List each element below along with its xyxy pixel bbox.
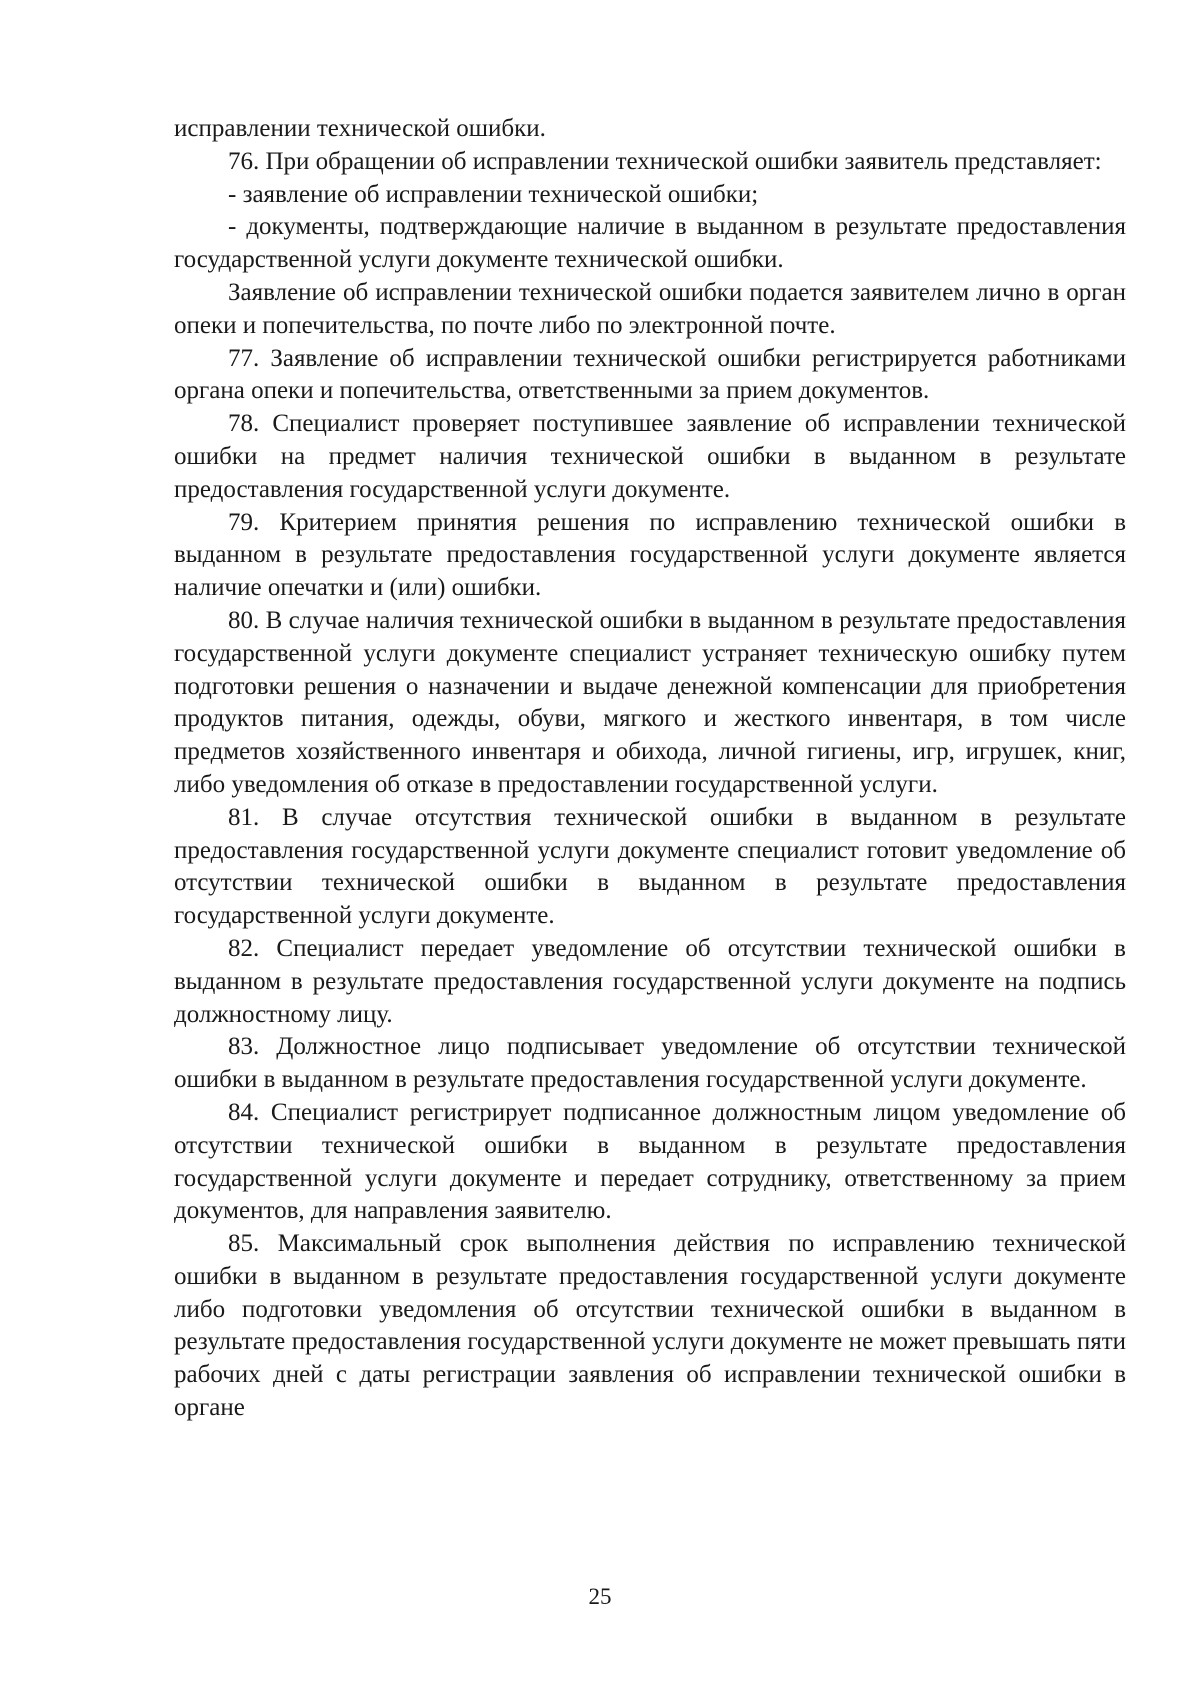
paragraph: - заявление об исправлении технической ошибки; — [228, 180, 759, 208]
paragraph: 80. В случае наличия технической ошибки в выданном в результате предоставления государственной услуги документе специалист устраняет техническую ошибку путем подготовки решения о назначении и выдаче денежной компенсации для приобретения продуктов питания, одежды, обуви, мягкого и жесткого инвентаря, в том числе предметов хозяйственного инвентаря и обихода, личной гигиены, игр, игрушек, книг, либо уведомления об отказе в предоставлении государственной услуги. — [174, 606, 1126, 798]
paragraph: 78. Специалист проверяет поступившее заявление об исправлении технической ошибки на предмет наличия технической ошибки в выданном в результате предоставления государственной услуги документе. — [174, 410, 1126, 503]
paragraph: Заявление об исправлении технической ошибки подается заявителем лично в орган опеки и попечительства, по почте либо по электронной почте. — [174, 278, 1126, 339]
paragraph: 85. Максимальный срок выполнения действия по исправлению технической ошибки в выданном в результате предоставления государственной услуги документе либо подготовки уведомления об отсутствии технической ошибки в выданном в результате предоставления государственной услуги документе не может превышать пяти рабочих дней с даты регистрации заявления об исправлении технической ошибки в органе — [174, 1230, 1126, 1422]
paragraph: 81. В случае отсутствия технической ошибки в выданном в результате предоставления государственной услуги документе специалист готовит уведомление об отсутствии технической ошибки в выданном в результате предоставления государственной услуги документе. — [174, 803, 1126, 930]
paragraph: 84. Специалист регистрирует подписанное должностным лицом уведомление об отсутствии технической ошибки в выданном в результате предоставления государственной услуги документе и передает сотруднику, ответственному за прием документов, для направления заявителю. — [174, 1098, 1126, 1225]
paragraph: 82. Специалист передает уведомление об отсутствии технической ошибки в выданном в результате предоставления государственной услуги документе на подпись должностному лицу. — [174, 934, 1126, 1028]
paragraph: 83. Должностное лицо подписывает уведомление об отсутствии технической ошибки в выданном в результате предоставления государственной услуги документе. — [174, 1033, 1126, 1094]
paragraph: 76. При обращении об исправлении технической ошибки заявитель представляет: — [228, 147, 1102, 175]
paragraph: 77. Заявление об исправлении технической ошибки регистрируется работниками органа опеки и попечительства, ответственными за прием документов. — [174, 344, 1126, 405]
paragraph: - документы, подтверждающие наличие в выданном в результате предоставления государственной услуги документе технической ошибки. — [174, 213, 1126, 274]
paragraph: 79. Критерием принятия решения по исправлению технической ошибки в выданном в результате предоставления государственной услуги документе является наличие опечатки и (или) ошибки. — [174, 508, 1126, 602]
page-number: 25 — [588, 1584, 612, 1609]
paragraph: исправлении технической ошибки. — [174, 115, 546, 142]
document-body — [174, 113, 1126, 1425]
